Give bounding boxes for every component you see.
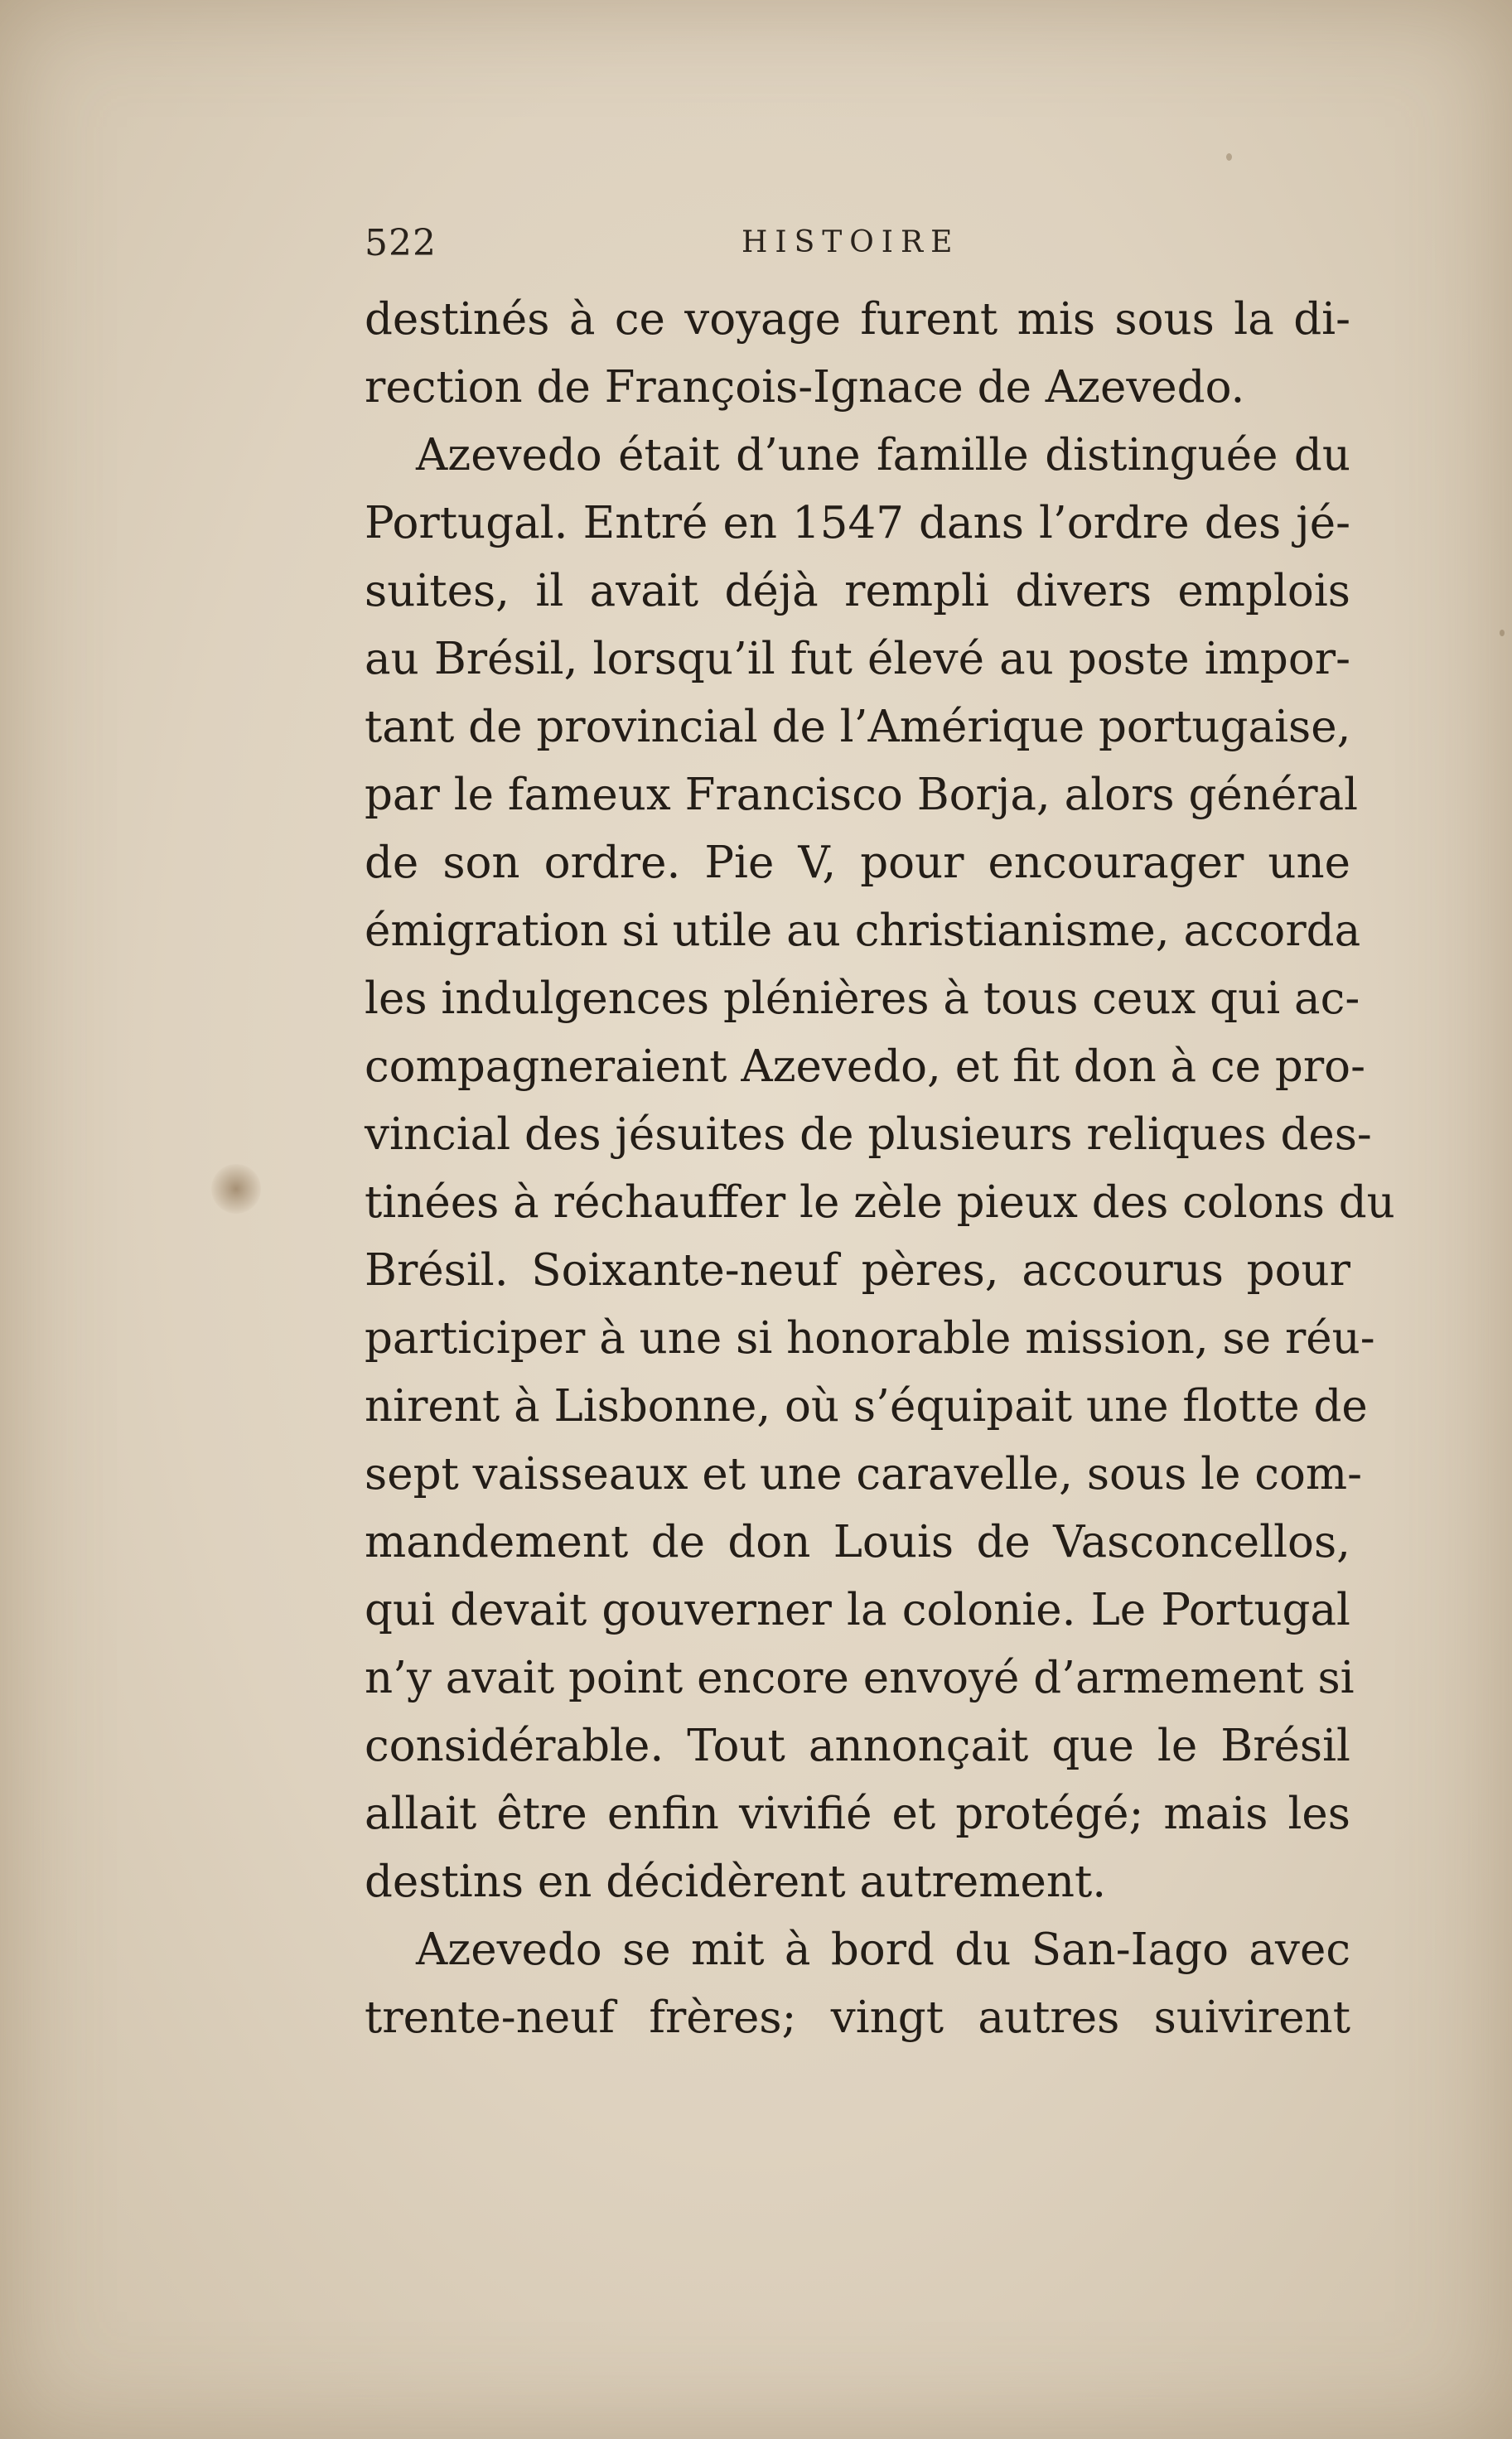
text-line: participer à une si honorable mission, se réu-: [365, 1313, 1375, 1364]
text-line: Portugal. Entré en 1547 dans l’ordre des jé-: [365, 498, 1350, 548]
paper-stain: [211, 1164, 261, 1214]
text-line: destinés à ce voyage furent mis sous la di-: [365, 294, 1350, 345]
text-line: Azevedo se mit à bord du San-Iago avec: [416, 1925, 1350, 1975]
text-line: tinées à réchauffer le zèle pieux des colons du: [365, 1177, 1395, 1228]
text-line: au Brésil, lorsqu’il fut élevé au poste impor-: [365, 634, 1350, 684]
text-line: qui devait gouverner la colonie. Le Portugal: [365, 1585, 1350, 1635]
text-line: émigration si utile au christianisme, accorda: [365, 906, 1361, 956]
text-line: tant de provincial de l’Amérique portugaise,: [365, 702, 1351, 752]
text-line: nirent à Lisbonne, où s’équipait une flotte de: [365, 1381, 1368, 1432]
text-line: destins en décidèrent autrement.: [365, 1857, 1107, 1907]
paper-spot: [1226, 153, 1232, 161]
text-line: sept vaisseaux et une caravelle, sous le com-: [365, 1449, 1363, 1500]
text-line: suites, il avait déjà rempli divers emplois: [365, 566, 1350, 616]
page-number: 522: [365, 222, 437, 264]
text-line: Azevedo était d’une famille distinguée du: [416, 430, 1350, 481]
text-line: compagneraient Azevedo, et fit don à ce pro-: [365, 1041, 1365, 1092]
paper-spot: [1500, 630, 1505, 636]
text-line: considérable. Tout annonçait que le Brésil: [365, 1721, 1350, 1771]
text-line: Brésil. Soixante-neuf pères, accourus pour: [365, 1245, 1350, 1296]
text-line: n’y avait point encore envoyé d’armement si: [365, 1653, 1355, 1703]
running-head: HISTOIRE: [742, 225, 960, 259]
text-line: les indulgences plénières à tous ceux qui ac-: [365, 973, 1360, 1024]
text-line: par le fameux Francisco Borja, alors général: [365, 770, 1359, 820]
page-header: [365, 222, 1350, 272]
text-line: allait être enfin vivifié et protégé; mais les: [365, 1789, 1350, 1839]
text-line: mandement de don Louis de Vasconcellos,: [365, 1517, 1350, 1567]
text-line: vincial des jésuites de plusieurs reliques des-: [365, 1109, 1372, 1160]
text-line: trente-neuf frères; vingt autres suivirent: [365, 1992, 1350, 2043]
text-line: de son ordre. Pie V, pour encourager une: [365, 838, 1350, 888]
text-line: rection de François-Ignace de Azevedo.: [365, 362, 1245, 413]
body-text: [365, 286, 1395, 2052]
